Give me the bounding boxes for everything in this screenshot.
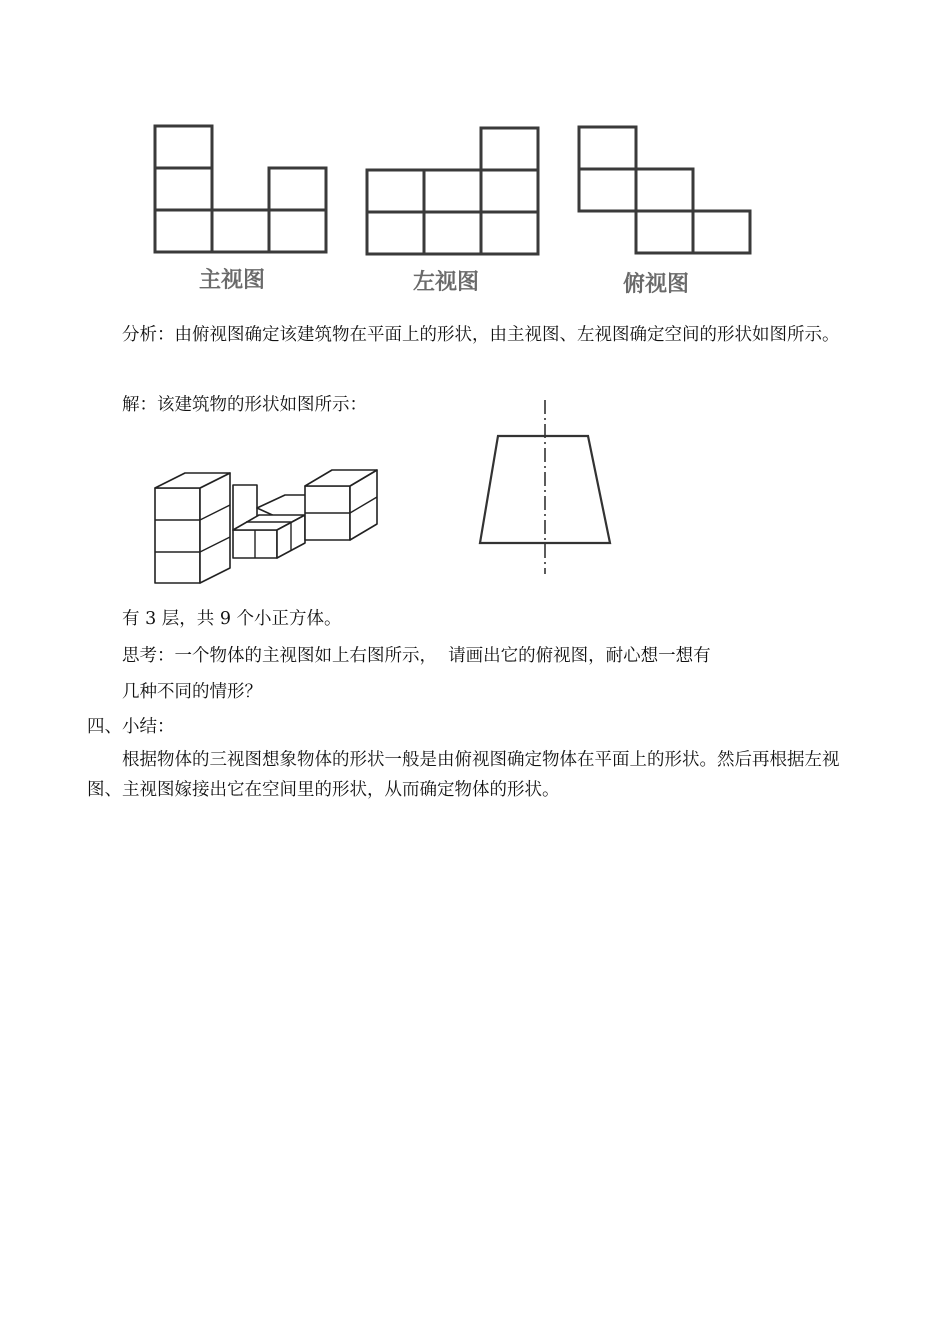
top-view-label: 俯视图 — [623, 272, 690, 297]
analysis-paragraph: 分析：由俯视图确定该建筑物在平面上的形状，由主视图、左视图确定空间的形状如图所示。 — [122, 325, 840, 345]
count-line: 有 3 层，共 9 个小正方体。 — [122, 609, 342, 629]
three-views-figure — [145, 115, 765, 305]
front-view-label: 主视图 — [199, 268, 266, 293]
top-view-drawing — [579, 127, 750, 253]
think-line-2: 几种不同的情形？ — [122, 682, 262, 702]
solution-line: 解：该建筑物的形状如图所示： — [122, 395, 367, 415]
section-heading-summary: 四、小结： — [87, 717, 175, 737]
summary-paragraph: 根据物体的三视图想象物体的形状一般是由俯视图确定物体在平面上的形状。然后再根据左视图、主视图嫁接出它在空间里的形状，从而确定物体的形状。 — [87, 750, 840, 800]
building-3d-figure — [145, 460, 385, 590]
trapezoid-front-view — [470, 398, 620, 576]
think-line-1: 思考：一个物体的主视图如上右图所示， 请画出它的俯视图，耐心想一想有 — [122, 646, 711, 666]
front-view-drawing — [155, 126, 326, 252]
left-view-label: 左视图 — [413, 270, 480, 295]
left-view-drawing — [367, 128, 538, 254]
